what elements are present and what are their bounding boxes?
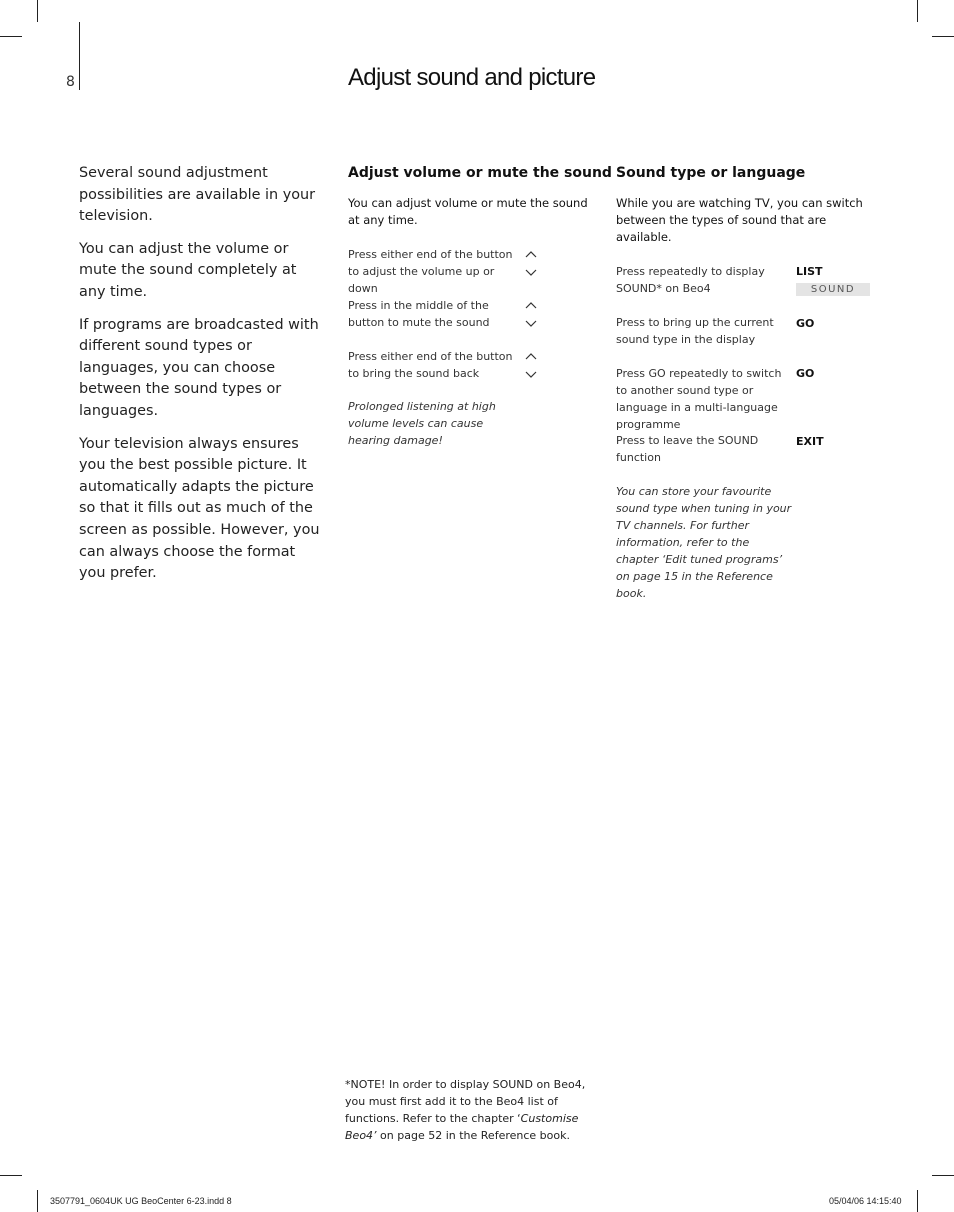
page-title: Adjust sound and picture — [348, 64, 596, 91]
intro-paragraph: You can adjust the volume or mute the sound completely at any time. — [79, 240, 297, 300]
header-rule — [79, 22, 80, 90]
crop-mark — [917, 1190, 918, 1212]
sound-display-box: SOUND — [796, 283, 870, 296]
crop-mark — [0, 36, 22, 37]
volume-step-3: Press either end of the button to bring the sound back — [348, 350, 513, 380]
crop-mark — [37, 1190, 38, 1212]
chevron-down-icon — [525, 320, 537, 328]
intro-column — [79, 163, 324, 596]
exit-key-label: EXIT — [796, 435, 824, 448]
go-key-label: GO — [796, 367, 815, 380]
footer-file-info: 3507791_0604UK UG BeoCenter 6-23.indd 8 — [50, 1196, 232, 1206]
chevron-down-icon — [525, 269, 537, 277]
intro-paragraph: Your television always ensures you the best possible picture. It automatically adapts the picture so that it fills out as much of the screen as possible. However, you can always choose the format you prefer. — [79, 435, 320, 582]
crop-mark — [917, 0, 918, 22]
crop-mark — [0, 1175, 22, 1176]
footnote-chapter: Customise Beo4’ — [345, 1112, 579, 1142]
footnote — [345, 1076, 607, 1144]
chevron-up-icon — [525, 352, 537, 360]
sound-step-4: Press to leave the SOUND function — [616, 434, 759, 464]
list-key-label: LIST — [796, 265, 823, 278]
footer-timestamp: 05/04/06 14:15:40 — [829, 1196, 902, 1206]
go-key-label: GO — [796, 317, 815, 330]
volume-warning: Prolonged listening at high volume levels can cause hearing damage! — [348, 400, 496, 447]
chevron-down-icon — [525, 371, 537, 379]
sound-subtitle: While you are watching TV, you can switch between the types of sound that are available. — [616, 196, 863, 244]
sound-tip: You can store your favourite sound type when tuning in your TV channels. For further information, refer to the chapter ‘Edit tuned programs’ on page 15 in the Reference book. — [616, 485, 792, 600]
sound-step-3: Press GO repeatedly to switch to another sound type or language in a multi-language programme — [616, 367, 782, 431]
volume-step-1: Press either end of the button to adjust the volume up or down — [348, 248, 513, 295]
intro-paragraph: Several sound adjustment possibilities are available in your television. — [79, 165, 316, 225]
sound-step-1: Press repeatedly to display SOUND* on Beo4 — [616, 265, 765, 295]
footnote-text: *NOTE! In order to display SOUND on Beo4, you must first add it to the Beo4 list of functions. Refer to the chapter ‘ — [345, 1078, 586, 1125]
chevron-up-icon — [525, 250, 537, 258]
volume-subtitle: You can adjust volume or mute the sound at any time. — [348, 196, 588, 227]
crop-mark — [932, 36, 954, 37]
sound-step-2: Press to bring up the current sound type in the display — [616, 316, 774, 346]
intro-paragraph: If programs are broadcasted with different sound types or languages, you can choose between the sound types or languages. — [79, 316, 319, 419]
chevron-up-icon — [525, 301, 537, 309]
footnote-text: on page 52 in the Reference book. — [376, 1129, 570, 1142]
volume-step-2: Press in the middle of the button to mute the sound — [348, 299, 490, 329]
volume-heading: Adjust volume or mute the sound — [348, 165, 612, 181]
crop-mark — [37, 0, 38, 22]
page-number: 8 — [66, 74, 75, 90]
sound-heading: Sound type or language — [616, 165, 806, 181]
crop-mark — [932, 1175, 954, 1176]
